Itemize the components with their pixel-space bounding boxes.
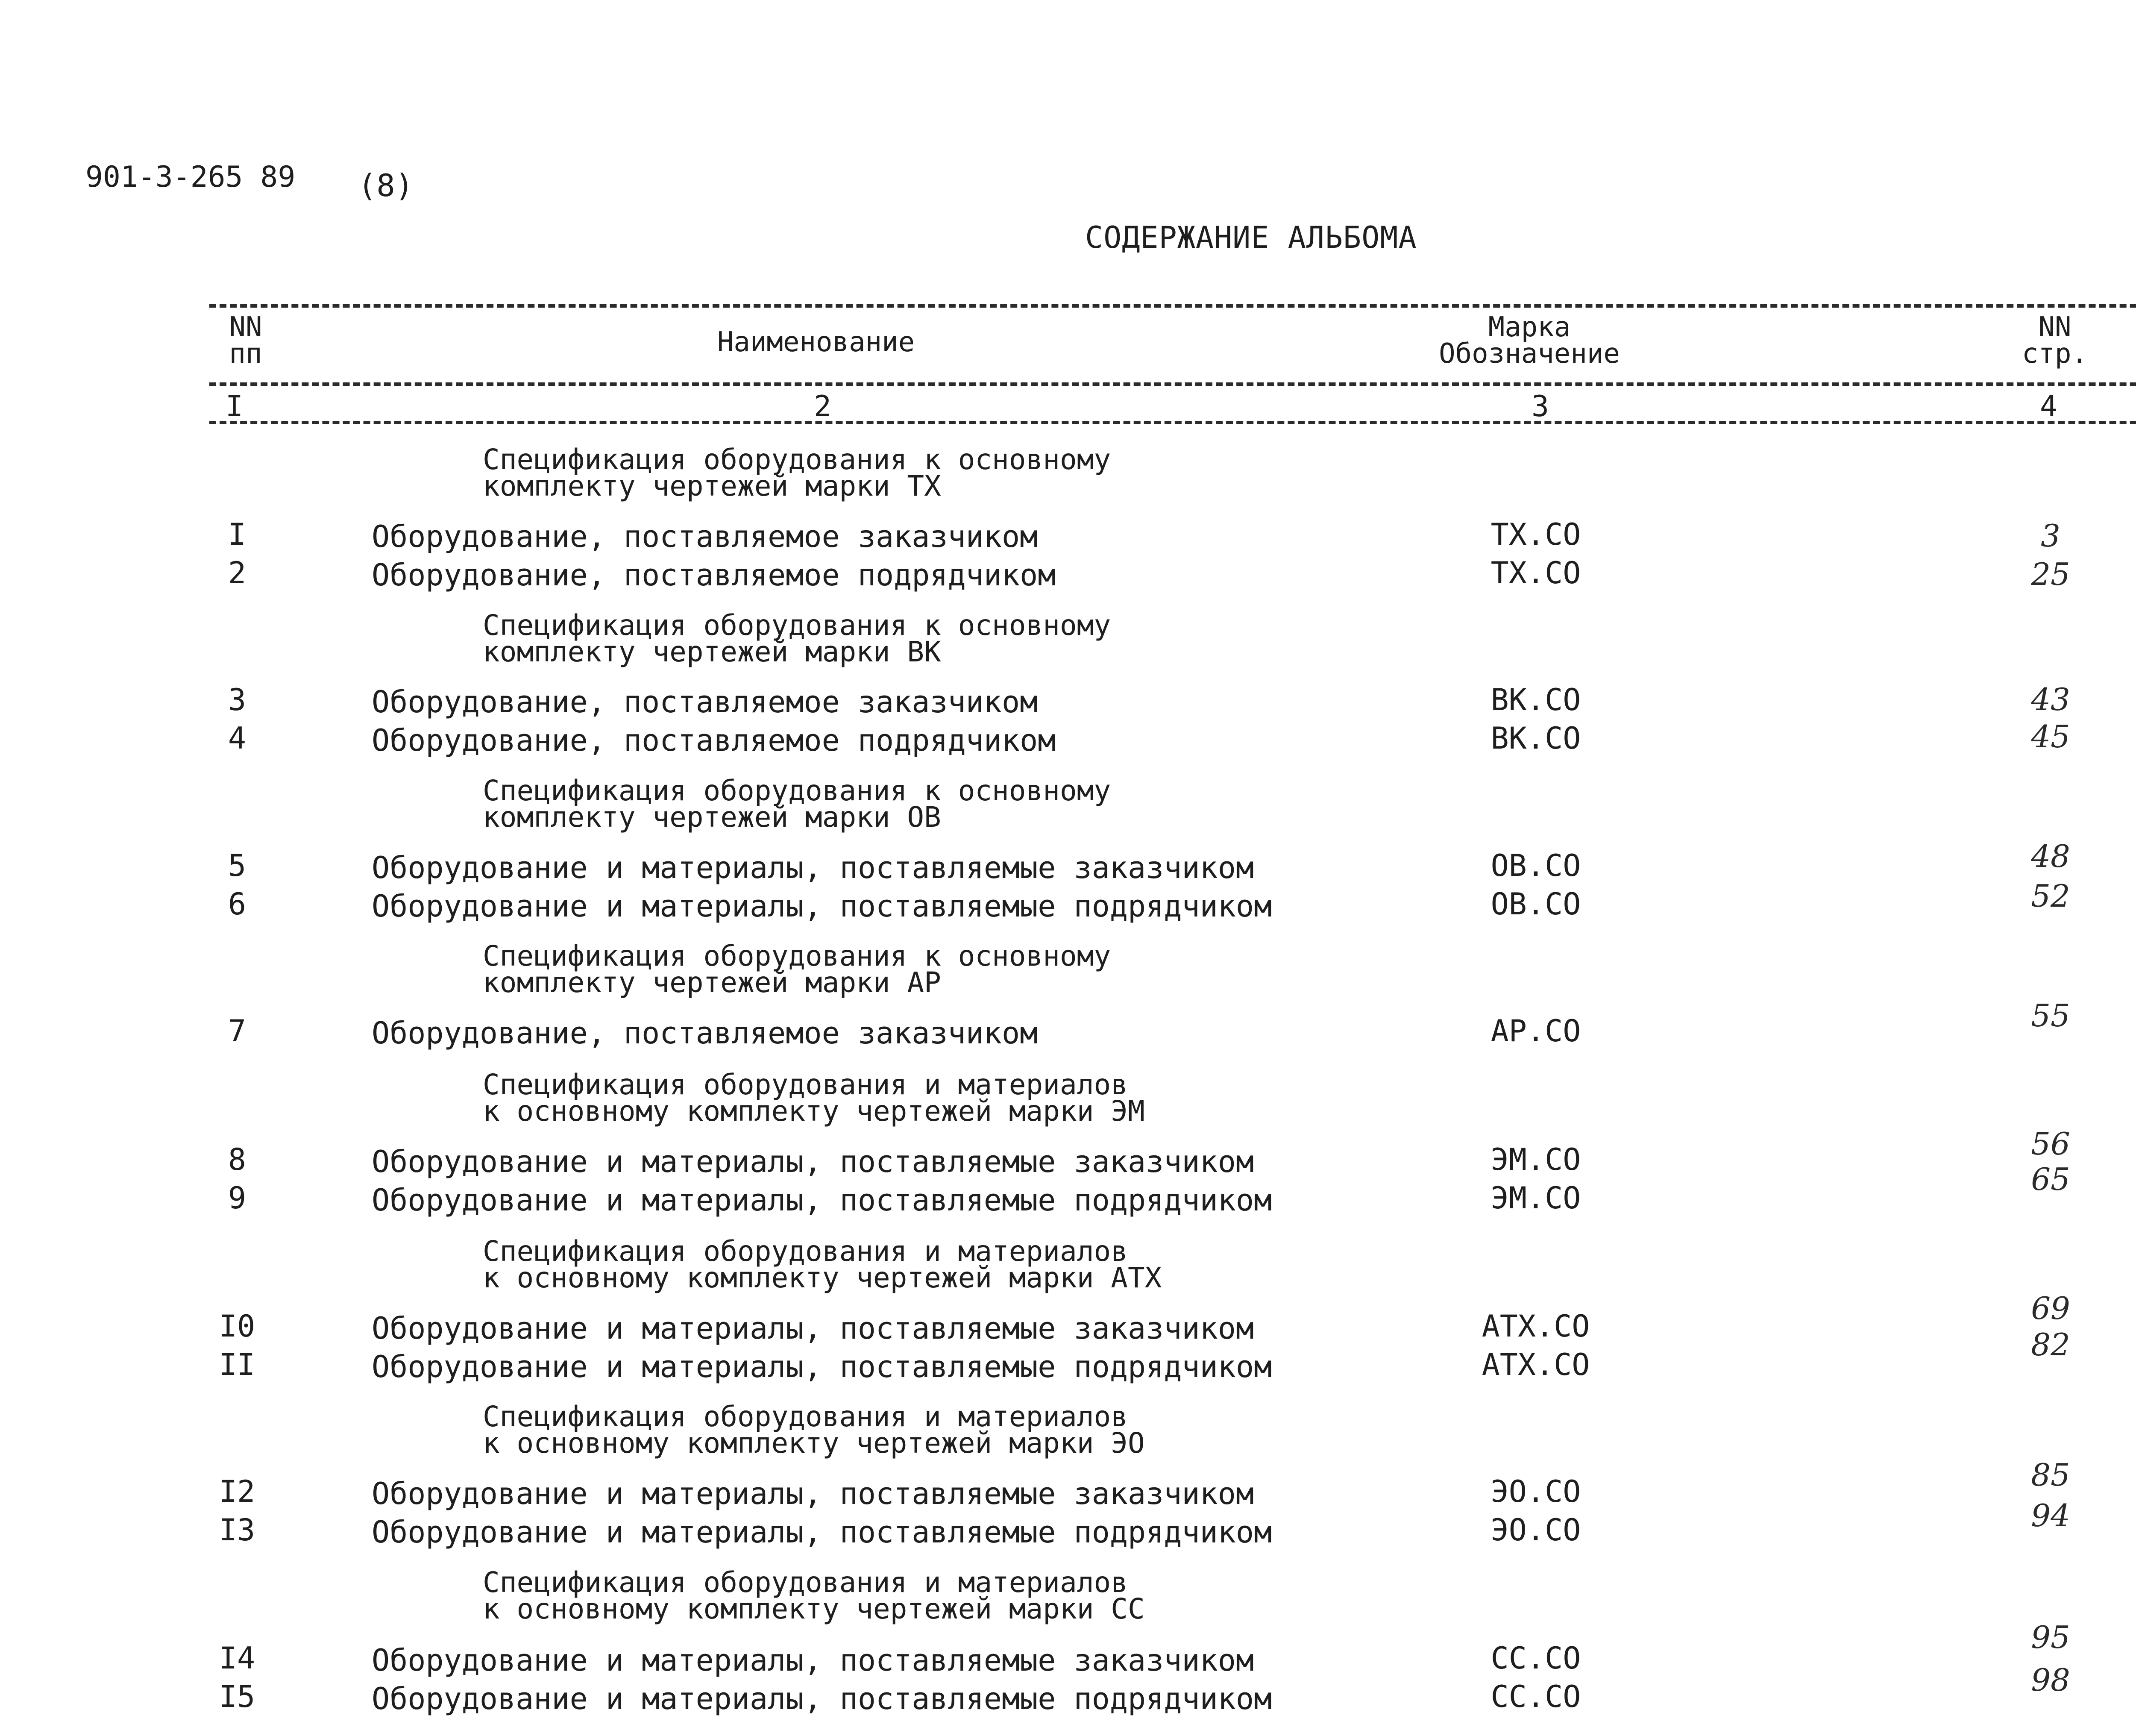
row-name: Оборудование, поставляемое заказчиком: [372, 519, 1038, 554]
row-number: I: [228, 517, 246, 552]
col-mark-header: [1410, 311, 1649, 370]
row-number: II: [219, 1347, 255, 1382]
row-name: Оборудование, поставляемое заказчиком: [372, 1016, 1038, 1051]
row-name: Оборудование и материалы, поставляемые заказчиком: [372, 1311, 1254, 1346]
sheet-number: (8): [358, 167, 414, 203]
row-name: Оборудование и материалы, поставляемые подрядчиком: [372, 1183, 1272, 1218]
row-number: I2: [219, 1474, 255, 1509]
row-mark: ВК.СО: [1491, 721, 1581, 756]
row-page: 82: [2031, 1327, 2070, 1363]
section-heading: Спецификация оборудования и материалов к основному комплекту чертежей марки АТХ: [483, 1235, 1162, 1294]
row-name: Оборудование и материалы, поставляемые заказчиком: [372, 1643, 1254, 1678]
row-number: 5: [228, 848, 246, 883]
row-page: 52: [2031, 878, 2070, 914]
row-name: Оборудование и материалы, поставляемые заказчиком: [372, 850, 1254, 885]
col-number-2: 2: [814, 390, 831, 423]
row-mark: ЭМ.СО: [1491, 1181, 1581, 1216]
row-number: 6: [228, 887, 246, 922]
row-number: 2: [228, 555, 246, 590]
row-page: 56: [2031, 1126, 2070, 1162]
row-name: Оборудование и материалы, поставляемые заказчиком: [372, 1476, 1254, 1511]
row-number: I5: [219, 1679, 255, 1714]
row-page: 3: [2041, 518, 2060, 554]
row-page: 85: [2031, 1457, 2070, 1493]
row-page: 48: [2031, 838, 2070, 874]
row-name: Оборудование и материалы, поставляемые заказчиком: [372, 1144, 1254, 1179]
row-page: 45: [2031, 719, 2070, 755]
col-page-header-line1: NN: [2038, 311, 2071, 343]
row-number: 3: [228, 682, 246, 717]
row-number: I0: [219, 1309, 255, 1344]
row-mark: СС.СО: [1491, 1641, 1581, 1676]
row-mark: АТХ.СО: [1482, 1347, 1590, 1382]
row-mark: ОВ.СО: [1491, 848, 1581, 883]
row-number: 8: [228, 1142, 246, 1177]
row-page: 69: [2031, 1290, 2070, 1326]
row-mark: ТХ.СО: [1491, 517, 1581, 552]
row-page: 94: [2031, 1498, 2070, 1533]
col-num-header-line1: NN: [229, 311, 262, 343]
row-name: Оборудование и материалы, поставляемые подрядчиком: [372, 1515, 1272, 1550]
row-name: Оборудование и материалы, поставляемые подрядчиком: [372, 1349, 1272, 1384]
section-heading: Спецификация оборудования и материалов к основному комплекту чертежей марки СС: [483, 1566, 1145, 1625]
col-mark-header-line2: Обозначение: [1439, 338, 1620, 370]
col-num-header-line2: пп: [229, 338, 262, 370]
section-heading: Спецификация оборудования к основному комплекту чертежей марки ТХ: [483, 443, 1111, 502]
row-number: 9: [228, 1181, 246, 1216]
row-name: Оборудование, поставляемое подрядчиком: [372, 558, 1056, 593]
col-number-1: I: [226, 390, 243, 423]
row-page: 65: [2031, 1161, 2070, 1197]
row-number: I3: [219, 1513, 255, 1548]
col-num-header: [214, 311, 278, 370]
row-number: 7: [228, 1013, 246, 1049]
row-page: 95: [2031, 1619, 2070, 1655]
section-heading: Спецификация оборудования к основному комплекту чертежей марки АР: [483, 940, 1111, 999]
row-number: 4: [228, 721, 246, 756]
table-top-rule: [209, 304, 2136, 308]
row-page: 98: [2031, 1662, 2070, 1698]
col-page-header: [2008, 311, 2102, 370]
col-number-3: 3: [1532, 390, 1549, 423]
col-number-4: 4: [2040, 390, 2057, 423]
album-title: СОДЕРЖАНИЕ АЛЬБОМА: [1085, 220, 1417, 255]
row-mark: АТХ.СО: [1482, 1309, 1590, 1344]
section-heading: Спецификация оборудования и материалов к основному комплекту чертежей марки ЭМ: [483, 1068, 1145, 1128]
table-header-rule: [209, 382, 2136, 386]
col-name-header: Наименование: [717, 326, 915, 358]
row-name: Оборудование и материалы, поставляемые подрядчиком: [372, 1681, 1272, 1716]
row-page: 43: [2031, 681, 2070, 717]
section-heading: Спецификация оборудования и материалов к основному комплекту чертежей марки ЭО: [483, 1400, 1145, 1460]
col-mark-header-line1: Марка: [1488, 311, 1571, 343]
row-mark: ОВ.СО: [1491, 887, 1581, 922]
row-name: Оборудование и материалы, поставляемые подрядчиком: [372, 889, 1272, 924]
section-heading: Спецификация оборудования к основному комплекту чертежей марки ВК: [483, 609, 1111, 668]
row-number: I4: [219, 1641, 255, 1676]
col-page-header-line2: стр.: [2022, 338, 2088, 370]
row-name: Оборудование, поставляемое заказчиком: [372, 684, 1038, 720]
row-mark: ЭО.СО: [1491, 1513, 1581, 1548]
row-mark: ЭО.СО: [1491, 1474, 1581, 1509]
row-page: 25: [2031, 556, 2070, 592]
row-mark: АР.СО: [1491, 1013, 1581, 1049]
row-mark: ВК.СО: [1491, 682, 1581, 717]
row-name: Оборудование, поставляемое подрядчиком: [372, 723, 1056, 758]
document-code: 901-3-265 89: [85, 160, 296, 194]
section-heading: Спецификация оборудования к основному комплекту чертежей марки ОВ: [483, 774, 1111, 834]
table-colnum-rule: [209, 421, 2136, 424]
row-mark: ЭМ.СО: [1491, 1142, 1581, 1177]
row-page: 55: [2031, 998, 2070, 1034]
row-mark: ТХ.СО: [1491, 555, 1581, 590]
row-mark: СС.СО: [1491, 1679, 1581, 1714]
